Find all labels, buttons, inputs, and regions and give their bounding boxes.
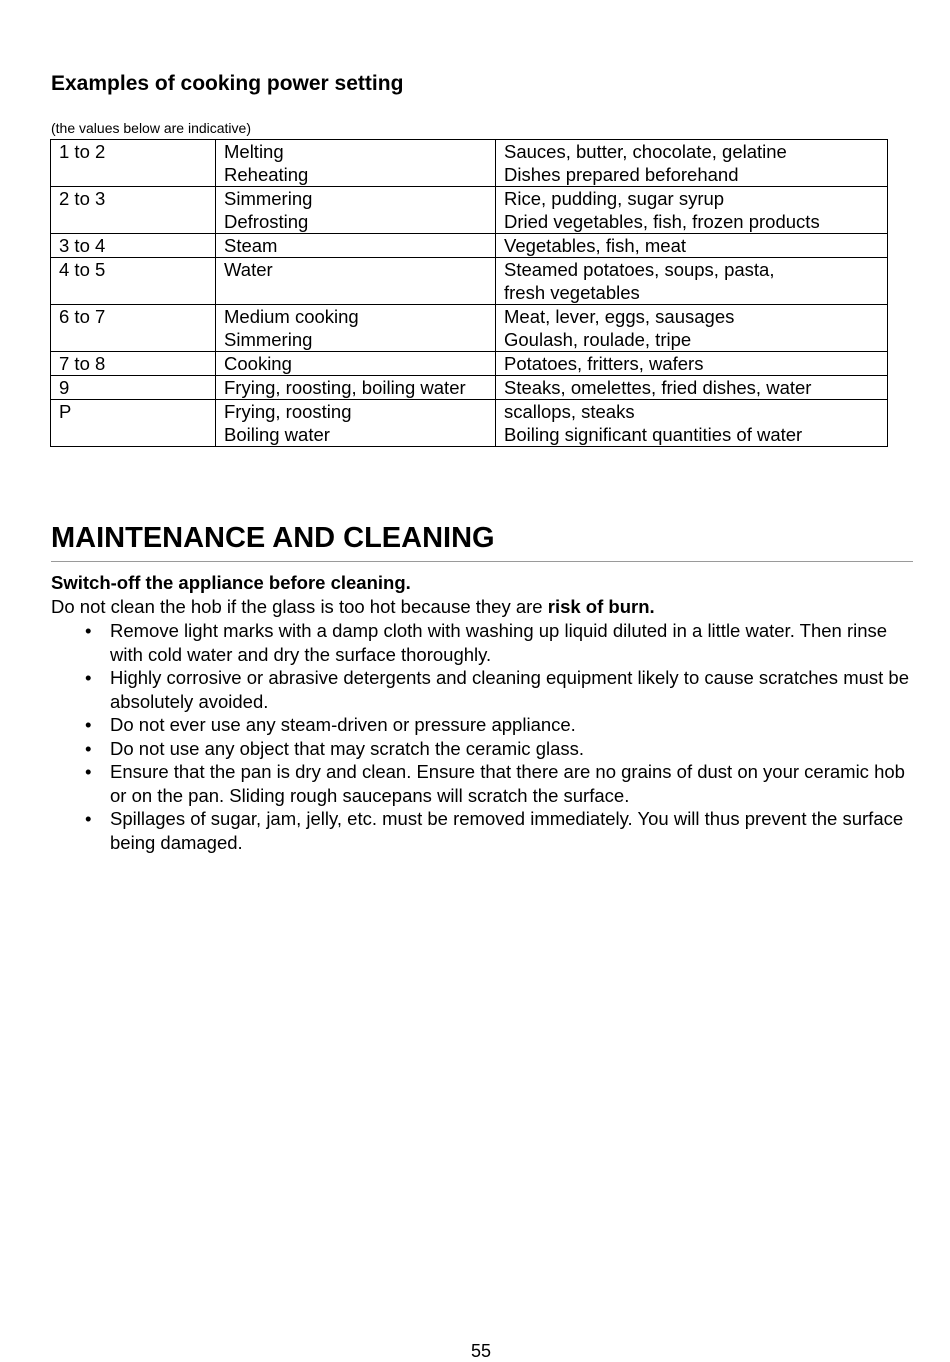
cooking-mode-cell [216,400,496,447]
list-item [51,666,913,713]
cooking-power-table [50,139,888,447]
intro-paragraph [51,595,913,619]
power-setting-cell: 4 to 5 [51,258,216,305]
power-setting-cell: 7 to 8 [51,352,216,376]
cooking-power-table-body [51,140,888,447]
cooking-mode-line: Defrosting [224,211,309,232]
food-example-line: Steamed potatoes, soups, pasta, [504,259,775,280]
list-item [51,713,913,737]
switch-off-warning: Switch-off the appliance before cleaning. [51,572,411,593]
table-row [51,258,888,305]
cooking-mode-cell [216,187,496,234]
list-item-text: Remove light marks with a damp cloth with washing up liquid diluted in a little water. Then rinse with cold water and dry the surface thoroughly. [110,620,888,665]
bullet-icon: • [85,714,92,735]
food-example-line: Sauces, butter, chocolate, gelatine [504,141,787,162]
cooking-mode-cell [216,140,496,187]
list-item [51,619,913,666]
list-item-text: Spillages of sugar, jam, jelly, etc. must be removed immediately. You will thus prevent the surface being damaged. [110,808,904,853]
cooking-mode-line: Reheating [224,164,309,185]
power-setting-cell: 2 to 3 [51,187,216,234]
food-example-line: fresh vegetables [504,282,640,303]
cooking-mode-cell [216,305,496,352]
table-row [51,234,888,258]
food-example-line: Vegetables, fish, meat [504,235,687,256]
cooking-mode-line: Steam [224,235,278,256]
table-row [51,352,888,376]
food-example-line: Meat, lever, eggs, sausages [504,306,735,327]
power-setting-cell: 3 to 4 [51,234,216,258]
cooking-mode-line: Boiling water [224,424,330,445]
food-example-line: Steaks, omelettes, fried dishes, water [504,377,812,398]
table-row [51,400,888,447]
food-example-line: Boiling significant quantities of water [504,424,803,445]
cooking-mode-line: Melting [224,141,284,162]
cooking-section-title: Examples of cooking power setting [51,72,404,95]
list-item [51,760,913,807]
cooking-mode-cell [216,376,496,400]
bullet-icon: • [85,620,92,641]
cooking-mode-line: Simmering [224,188,313,209]
bullet-icon: • [85,761,92,782]
maintenance-title: MAINTENANCE AND CLEANING [51,522,495,554]
cooking-mode-line: Cooking [224,353,292,374]
table-row [51,140,888,187]
food-examples-cell [496,352,888,376]
list-item-text: Ensure that the pan is dry and clean. Ensure that there are no grains of dust on your ceramic hob or on the pan. Sliding rough saucepans will scratch the surface. [110,761,905,806]
food-examples-cell [496,258,888,305]
food-examples-cell [496,187,888,234]
food-example-line: scallops, steaks [504,401,635,422]
cleaning-instructions-list [51,619,913,854]
title-divider [51,561,913,562]
food-example-line: Goulash, roulade, tripe [504,329,692,350]
food-examples-cell [496,140,888,187]
bullet-icon: • [85,737,92,759]
cooking-mode-line: Medium cooking [224,306,359,327]
bullet-icon: • [85,667,92,688]
food-example-line: Dishes prepared beforehand [504,164,739,185]
cooking-mode-line: Frying, roosting, boiling water [224,377,466,398]
intro-risk-text: risk of burn. [547,595,655,617]
list-item [51,737,913,761]
list-item [51,807,913,854]
table-row [51,187,888,234]
food-example-line: Potatoes, fritters, wafers [504,353,704,374]
power-setting-cell: 9 [51,376,216,400]
cooking-mode-line: Frying, roosting [224,401,352,422]
cooking-mode-line: Simmering [224,329,313,350]
food-examples-cell [496,376,888,400]
list-item-text: Highly corrosive or abrasive detergents and cleaning equipment likely to cause scratches must be absolutely avoided. [110,667,909,712]
food-example-line: Dried vegetables, fish, frozen products [504,211,820,232]
cooking-mode-cell [216,258,496,305]
intro-text: Do not clean the hob if the glass is too hot because they are [51,595,548,617]
page-number: 55 [470,1341,492,1361]
cooking-mode-cell [216,234,496,258]
cooking-mode-line: Water [224,259,273,280]
food-example-line: Rice, pudding, sugar syrup [504,188,725,209]
power-setting-cell: P [51,400,216,447]
table-row [51,376,888,400]
power-setting-cell: 1 to 2 [51,140,216,187]
food-examples-cell [496,234,888,258]
list-item-text: Do not use any object that may scratch the ceramic glass. [110,737,585,759]
maintenance-body [51,571,913,854]
food-examples-cell [496,305,888,352]
bullet-icon: • [85,808,92,829]
table-row [51,305,888,352]
cooking-mode-cell [216,352,496,376]
food-examples-cell [496,400,888,447]
power-setting-cell: 6 to 7 [51,305,216,352]
list-item-text: Do not ever use any steam-driven or pressure appliance. [110,714,576,735]
indicative-note: (the values below are indicative) [51,120,251,136]
